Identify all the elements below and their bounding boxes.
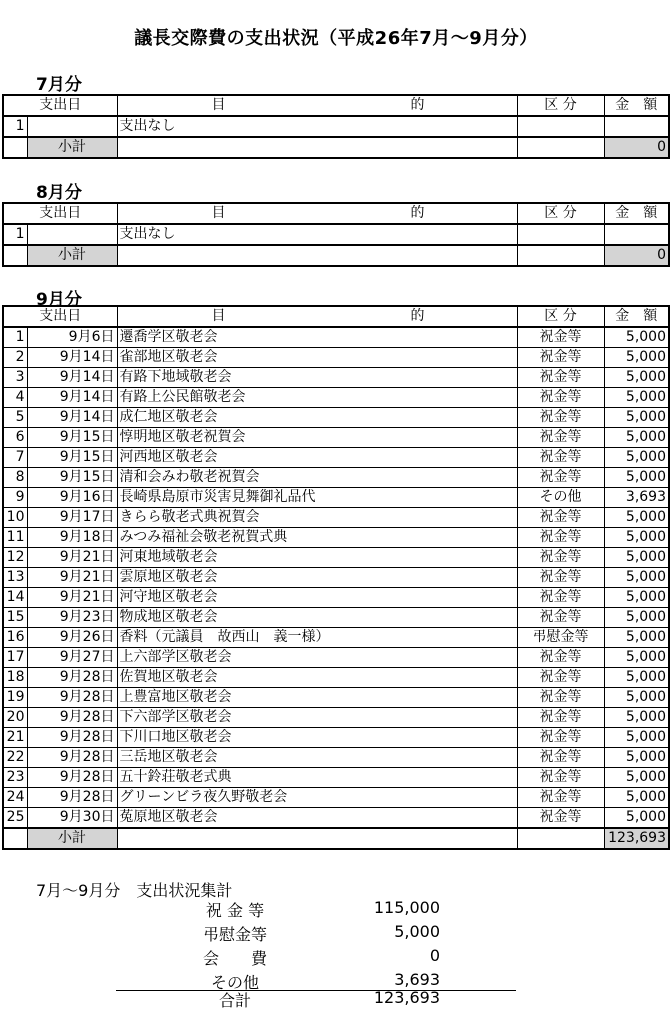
row-date bbox=[27, 224, 117, 245]
table-row bbox=[3, 808, 669, 829]
subtotal-spacer bbox=[3, 245, 27, 266]
row-number: 23 bbox=[3, 768, 27, 788]
subtotal-label: 小計 bbox=[27, 137, 117, 158]
row-date: 9月26日 bbox=[27, 628, 117, 648]
september-table bbox=[2, 305, 670, 850]
row-item: 香料（元議員 故西山 義一様） bbox=[117, 628, 517, 648]
row-amount: 5,000 bbox=[604, 528, 669, 548]
summary-label: その他 bbox=[210, 973, 259, 992]
subtotal-item-empty bbox=[117, 137, 517, 158]
summary-total-value: 123,693 bbox=[373, 988, 440, 1007]
subtotal-kubun-empty bbox=[517, 137, 604, 158]
row-kubun: 祝金等 bbox=[517, 388, 604, 408]
row-number: 1 bbox=[3, 116, 27, 137]
row-amount: 5,000 bbox=[604, 748, 669, 768]
row-item: 物成地区敬老会 bbox=[117, 608, 517, 628]
header-item bbox=[117, 306, 517, 327]
row-item: 上六部学区敬老会 bbox=[117, 648, 517, 668]
row-date: 9月28日 bbox=[27, 668, 117, 688]
row-number: 1 bbox=[3, 327, 27, 348]
row-number: 19 bbox=[3, 688, 27, 708]
row-item: 有路下地域敬老会 bbox=[117, 368, 517, 388]
row-item: 長崎県島原市災害見舞御礼品代 bbox=[117, 488, 517, 508]
row-kubun: 祝金等 bbox=[517, 548, 604, 568]
row-number: 8 bbox=[3, 468, 27, 488]
table-row bbox=[3, 648, 669, 668]
row-item: きらら敬老式典祝賀会 bbox=[117, 508, 517, 528]
row-item: 清和会みわ敬老祝賀会 bbox=[117, 468, 517, 488]
row-kubun: 祝金等 bbox=[517, 408, 604, 428]
row-date: 9月28日 bbox=[27, 788, 117, 808]
row-item: 雀部地区敬老会 bbox=[117, 348, 517, 368]
table-row bbox=[3, 668, 669, 688]
august-heading: 8月分 bbox=[36, 183, 82, 203]
header-item-left: 目 bbox=[211, 97, 226, 113]
header-item bbox=[117, 203, 517, 224]
row-date: 9月30日 bbox=[27, 808, 117, 829]
summary-divider bbox=[116, 990, 516, 991]
table-row bbox=[3, 224, 669, 245]
row-number: 11 bbox=[3, 528, 27, 548]
row-kubun: 祝金等 bbox=[517, 608, 604, 628]
row-amount: 5,000 bbox=[604, 808, 669, 829]
row-date: 9月14日 bbox=[27, 408, 117, 428]
subtotal-label: 小計 bbox=[27, 245, 117, 266]
row-amount bbox=[604, 224, 669, 245]
row-amount: 5,000 bbox=[604, 508, 669, 528]
summary-label: 弔慰金等 bbox=[202, 925, 267, 944]
subtotal-row bbox=[3, 137, 669, 158]
row-date: 9月6日 bbox=[27, 327, 117, 348]
row-item: 雲原地区敬老会 bbox=[117, 568, 517, 588]
row-number: 16 bbox=[3, 628, 27, 648]
table-row bbox=[3, 768, 669, 788]
row-amount: 5,000 bbox=[604, 327, 669, 348]
row-kubun bbox=[517, 116, 604, 137]
row-item: 五十鈴荘敬老式典 bbox=[117, 768, 517, 788]
row-number: 18 bbox=[3, 668, 27, 688]
row-kubun: 祝金等 bbox=[517, 748, 604, 768]
row-kubun: 祝金等 bbox=[517, 368, 604, 388]
table-row bbox=[3, 368, 669, 388]
header-amount: 金 額 bbox=[604, 306, 669, 327]
row-number: 5 bbox=[3, 408, 27, 428]
row-item: 河東地域敬老会 bbox=[117, 548, 517, 568]
header-item-right: 的 bbox=[410, 205, 425, 221]
row-kubun: 祝金等 bbox=[517, 708, 604, 728]
subtotal-amount: 0 bbox=[604, 245, 669, 266]
table-row bbox=[3, 788, 669, 808]
row-date bbox=[27, 116, 117, 137]
row-amount bbox=[604, 116, 669, 137]
row-number: 25 bbox=[3, 808, 27, 829]
summary-value: 115,000 bbox=[373, 898, 440, 917]
row-amount: 5,000 bbox=[604, 648, 669, 668]
table-row bbox=[3, 327, 669, 348]
row-kubun: 祝金等 bbox=[517, 688, 604, 708]
table-row bbox=[3, 468, 669, 488]
row-item: 惇明地区敬老祝賀会 bbox=[117, 428, 517, 448]
row-date: 9月14日 bbox=[27, 368, 117, 388]
row-item: 下六部学区敬老会 bbox=[117, 708, 517, 728]
row-amount: 5,000 bbox=[604, 728, 669, 748]
row-amount: 5,000 bbox=[604, 628, 669, 648]
header-kubun: 区 分 bbox=[517, 306, 604, 327]
row-date: 9月28日 bbox=[27, 768, 117, 788]
row-kubun bbox=[517, 224, 604, 245]
table-row bbox=[3, 708, 669, 728]
row-amount: 5,000 bbox=[604, 428, 669, 448]
row-kubun: その他 bbox=[517, 488, 604, 508]
summary-row bbox=[180, 898, 440, 920]
subtotal-spacer bbox=[3, 828, 27, 849]
row-date: 9月15日 bbox=[27, 428, 117, 448]
table-row bbox=[3, 588, 669, 608]
row-number: 12 bbox=[3, 548, 27, 568]
row-number: 15 bbox=[3, 608, 27, 628]
row-kubun: 祝金等 bbox=[517, 668, 604, 688]
subtotal-spacer bbox=[3, 137, 27, 158]
subtotal-row bbox=[3, 828, 669, 849]
row-item: 上豊富地区敬老会 bbox=[117, 688, 517, 708]
row-amount: 5,000 bbox=[604, 608, 669, 628]
table-row bbox=[3, 448, 669, 468]
table-row bbox=[3, 348, 669, 368]
row-number: 22 bbox=[3, 748, 27, 768]
row-number: 24 bbox=[3, 788, 27, 808]
row-date: 9月23日 bbox=[27, 608, 117, 628]
row-date: 9月16日 bbox=[27, 488, 117, 508]
summary-label: 祝 金 等 bbox=[205, 901, 265, 920]
row-amount: 3,693 bbox=[604, 488, 669, 508]
row-number: 14 bbox=[3, 588, 27, 608]
row-number: 6 bbox=[3, 428, 27, 448]
row-kubun: 祝金等 bbox=[517, 508, 604, 528]
row-kubun: 祝金等 bbox=[517, 568, 604, 588]
table-row bbox=[3, 528, 669, 548]
row-item: 成仁地区敬老会 bbox=[117, 408, 517, 428]
row-item: グリーンビラ夜久野敬老会 bbox=[117, 788, 517, 808]
row-amount: 5,000 bbox=[604, 448, 669, 468]
row-date: 9月15日 bbox=[27, 468, 117, 488]
row-number: 3 bbox=[3, 368, 27, 388]
row-date: 9月14日 bbox=[27, 348, 117, 368]
row-item: 支出なし bbox=[117, 116, 517, 137]
table-row bbox=[3, 388, 669, 408]
row-kubun: 祝金等 bbox=[517, 327, 604, 348]
row-amount: 5,000 bbox=[604, 408, 669, 428]
table-row bbox=[3, 116, 669, 137]
row-amount: 5,000 bbox=[604, 568, 669, 588]
subtotal-kubun-empty bbox=[517, 245, 604, 266]
row-item: 河西地区敬老会 bbox=[117, 448, 517, 468]
subtotal-label: 小計 bbox=[27, 828, 117, 849]
row-amount: 5,000 bbox=[604, 548, 669, 568]
row-number: 7 bbox=[3, 448, 27, 468]
row-kubun: 祝金等 bbox=[517, 428, 604, 448]
subtotal-amount: 123,693 bbox=[604, 828, 669, 849]
row-item: 佐賀地区敬老会 bbox=[117, 668, 517, 688]
row-number: 21 bbox=[3, 728, 27, 748]
table-row bbox=[3, 408, 669, 428]
row-amount: 5,000 bbox=[604, 668, 669, 688]
row-number: 10 bbox=[3, 508, 27, 528]
header-amount: 金 額 bbox=[604, 95, 669, 116]
row-date: 9月21日 bbox=[27, 548, 117, 568]
table-row bbox=[3, 608, 669, 628]
header-item bbox=[117, 95, 517, 116]
table-row bbox=[3, 568, 669, 588]
row-kubun: 弔慰金等 bbox=[517, 628, 604, 648]
row-kubun: 祝金等 bbox=[517, 588, 604, 608]
row-date: 9月17日 bbox=[27, 508, 117, 528]
table-row bbox=[3, 488, 669, 508]
row-kubun: 祝金等 bbox=[517, 788, 604, 808]
row-kubun: 祝金等 bbox=[517, 768, 604, 788]
header-kubun: 区 分 bbox=[517, 95, 604, 116]
row-number: 13 bbox=[3, 568, 27, 588]
subtotal-item-empty bbox=[117, 245, 517, 266]
row-date: 9月15日 bbox=[27, 448, 117, 468]
row-amount: 5,000 bbox=[604, 468, 669, 488]
subtotal-row bbox=[3, 245, 669, 266]
july-table bbox=[2, 94, 670, 159]
row-item: 支出なし bbox=[117, 224, 517, 245]
summary-total-row bbox=[180, 988, 440, 1010]
row-amount: 5,000 bbox=[604, 788, 669, 808]
table-row bbox=[3, 688, 669, 708]
page-title: 議長交際費の支出状況（平成26年7月～9月分） bbox=[134, 28, 538, 49]
summary-total-label: 合計 bbox=[218, 991, 251, 1010]
row-amount: 5,000 bbox=[604, 368, 669, 388]
header-date: 支出日 bbox=[3, 306, 117, 327]
row-date: 9月28日 bbox=[27, 728, 117, 748]
header-item-right: 的 bbox=[410, 308, 425, 324]
row-amount: 5,000 bbox=[604, 348, 669, 368]
table-row bbox=[3, 548, 669, 568]
header-amount: 金 額 bbox=[604, 203, 669, 224]
row-kubun: 祝金等 bbox=[517, 728, 604, 748]
summary-value: 0 bbox=[429, 946, 440, 965]
header-item-left: 目 bbox=[211, 308, 226, 324]
row-date: 9月14日 bbox=[27, 388, 117, 408]
table-row bbox=[3, 628, 669, 648]
subtotal-kubun-empty bbox=[517, 828, 604, 849]
summary-value: 3,693 bbox=[394, 970, 440, 989]
row-number: 17 bbox=[3, 648, 27, 668]
row-item: 下川口地区敬老会 bbox=[117, 728, 517, 748]
header-kubun: 区 分 bbox=[517, 203, 604, 224]
row-date: 9月28日 bbox=[27, 708, 117, 728]
header-date: 支出日 bbox=[3, 95, 117, 116]
row-amount: 5,000 bbox=[604, 768, 669, 788]
summary-row bbox=[180, 946, 440, 968]
july-heading: 7月分 bbox=[36, 75, 82, 95]
subtotal-amount: 0 bbox=[604, 137, 669, 158]
header-item-left: 目 bbox=[211, 205, 226, 221]
row-amount: 5,000 bbox=[604, 388, 669, 408]
row-item: 有路上公民館敬老会 bbox=[117, 388, 517, 408]
header-date: 支出日 bbox=[3, 203, 117, 224]
row-number: 2 bbox=[3, 348, 27, 368]
table-row bbox=[3, 748, 669, 768]
row-kubun: 祝金等 bbox=[517, 448, 604, 468]
august-table bbox=[2, 202, 670, 267]
row-item: 菟原地区敬老会 bbox=[117, 808, 517, 829]
row-kubun: 祝金等 bbox=[517, 348, 604, 368]
row-number: 20 bbox=[3, 708, 27, 728]
summary-label: 会 費 bbox=[202, 949, 267, 968]
row-amount: 5,000 bbox=[604, 688, 669, 708]
row-item: 三岳地区敬老会 bbox=[117, 748, 517, 768]
summary-row bbox=[180, 922, 440, 944]
row-date: 9月28日 bbox=[27, 688, 117, 708]
row-number: 1 bbox=[3, 224, 27, 245]
row-kubun: 祝金等 bbox=[517, 468, 604, 488]
summary-value: 5,000 bbox=[394, 922, 440, 941]
row-kubun: 祝金等 bbox=[517, 528, 604, 548]
table-row bbox=[3, 428, 669, 448]
table-row bbox=[3, 508, 669, 528]
row-amount: 5,000 bbox=[604, 708, 669, 728]
row-date: 9月18日 bbox=[27, 528, 117, 548]
row-date: 9月21日 bbox=[27, 568, 117, 588]
row-number: 9 bbox=[3, 488, 27, 508]
row-item: 河守地区敬老会 bbox=[117, 588, 517, 608]
row-item: みつみ福祉会敬老祝賀式典 bbox=[117, 528, 517, 548]
summary-title: 7月～9月分 支出状況集計 bbox=[36, 881, 233, 900]
row-date: 9月27日 bbox=[27, 648, 117, 668]
september-heading: 9月分 bbox=[36, 290, 82, 310]
table-row bbox=[3, 728, 669, 748]
row-kubun: 祝金等 bbox=[517, 648, 604, 668]
subtotal-item-empty bbox=[117, 828, 517, 849]
row-date: 9月21日 bbox=[27, 588, 117, 608]
row-amount: 5,000 bbox=[604, 588, 669, 608]
row-number: 4 bbox=[3, 388, 27, 408]
row-date: 9月28日 bbox=[27, 748, 117, 768]
header-item-right: 的 bbox=[410, 97, 425, 113]
row-kubun: 祝金等 bbox=[517, 808, 604, 829]
row-item: 遷喬学区敬老会 bbox=[117, 327, 517, 348]
